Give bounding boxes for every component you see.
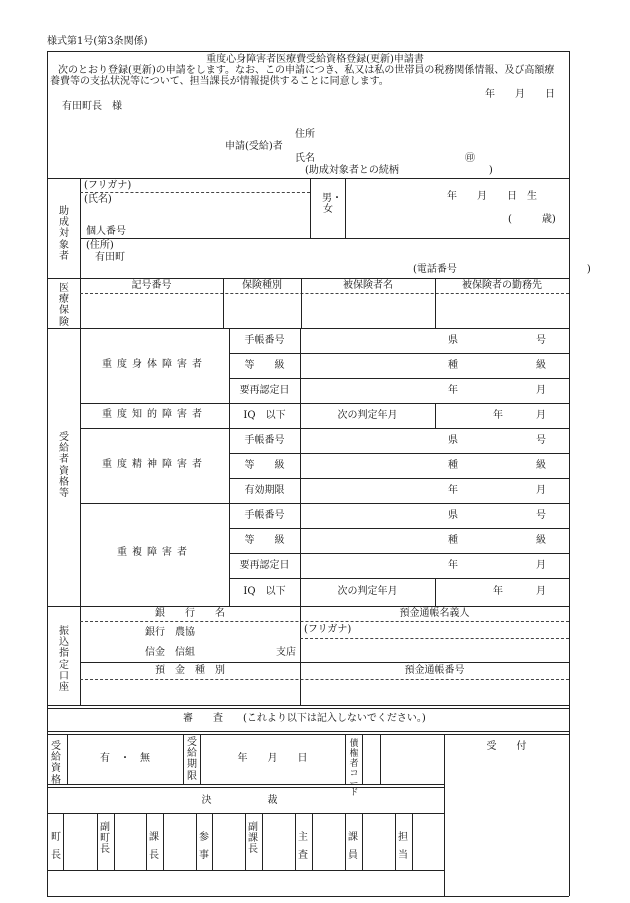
approver-counselor: 参事	[199, 832, 209, 861]
bank-types-1: 銀行 農協	[145, 627, 195, 638]
q-row-9	[229, 553, 569, 554]
phys-grade-label: 等 級	[244, 360, 285, 371]
qual-top	[47, 328, 569, 329]
phys-go: 号	[536, 335, 546, 346]
intel-next-judge: 次の判定年月	[337, 410, 398, 421]
sex-left	[310, 178, 311, 238]
q-row-1	[229, 353, 569, 354]
bank-row-line	[80, 662, 569, 663]
col-insurance-type: 保険種別	[242, 280, 282, 291]
mult-tsuki: 月	[536, 560, 546, 571]
mult-iq-label: IQ 以下	[243, 586, 286, 597]
intel-iq-label: IQ 以下	[243, 410, 286, 421]
ap-div-2	[97, 813, 98, 870]
intro-line-1: 次のとおり登録(更新)の申請をします。なお、この申請につき、私又は私の世帯員の税務関係情報、及び高額療	[58, 65, 555, 76]
phys-nen: 年	[448, 385, 458, 396]
outer-bottom	[47, 896, 569, 897]
insurance-top	[47, 278, 569, 279]
ap-div-14	[395, 813, 396, 870]
ap-div-8	[245, 813, 246, 870]
review-top-1	[47, 705, 569, 706]
birth-date: 年 月 日 生	[447, 191, 537, 202]
intel-tsuki: 月	[536, 410, 546, 421]
ins-div-2	[301, 278, 302, 328]
mult-grade-label: 等 級	[244, 535, 285, 546]
approver-section-chief: 課長	[149, 832, 159, 861]
mult-next-judge: 次の判定年月	[337, 586, 398, 597]
ap-div-10	[295, 813, 296, 870]
col-insured-employer: 被保険者の勤務先	[462, 280, 542, 291]
outer-top	[47, 51, 569, 52]
cat-multiple: 重複障害者	[117, 547, 192, 558]
subject-mid-line	[80, 238, 569, 239]
ap-div-13	[362, 813, 363, 870]
q-row-10	[229, 578, 569, 579]
mult-recheck-label: 要再認定日	[239, 560, 290, 571]
receipt-label: 受 付	[486, 741, 527, 752]
rv-div-4	[345, 734, 346, 784]
approver-bottom	[47, 870, 444, 871]
subject-top	[47, 178, 569, 179]
review-line-2	[47, 784, 444, 785]
ment-nen: 年	[448, 485, 458, 496]
bank-head: 振込指定口座	[59, 626, 69, 693]
form-title: 重度心身障害者医療費受給資格登録(更新)申請書	[206, 54, 424, 65]
phys-shu: 種	[448, 360, 458, 371]
applicant-address-label: 住所	[295, 129, 315, 140]
review-line-1	[47, 731, 569, 732]
bank-header-line	[80, 621, 569, 622]
approver-supervisor: 主査	[298, 832, 308, 861]
phys-tsuki: 月	[536, 385, 546, 396]
creditor-code-label: 債権者コード	[349, 739, 359, 799]
q-row-4	[80, 428, 569, 429]
qual-head: 受給者資格等	[59, 432, 69, 499]
sex-selector[interactable]: 男・女	[322, 193, 342, 216]
q-row-6	[229, 478, 569, 479]
review-ymd: 年 月 日	[237, 753, 308, 764]
bank-types-2: 信金 信組	[145, 647, 195, 658]
subject-town: 有田町	[95, 252, 125, 263]
ment-go: 号	[536, 435, 546, 446]
form-number: 様式第1号(第3条関係)	[47, 36, 148, 47]
judge-div-1	[435, 403, 436, 428]
bank-bottom-dashed	[80, 679, 569, 680]
sex-right	[345, 178, 346, 238]
bank-name-label: 銀 行 名	[155, 608, 225, 619]
applicant-name-label: 氏名	[295, 153, 315, 164]
rv-div-5	[362, 734, 363, 784]
subject-head: 助成対象者	[59, 206, 69, 262]
subject-name-label: (氏名)	[84, 194, 112, 205]
ment-kyu: 級	[536, 460, 546, 471]
review-line-1b	[47, 734, 569, 735]
approver-deputy-section-chief: 副課長	[248, 822, 258, 856]
decision-label: 決 裁	[201, 795, 290, 806]
cat-mental: 重度精神障害者	[102, 459, 207, 470]
seal-mark: ㊞	[465, 153, 475, 164]
ap-div-3	[114, 813, 115, 870]
ap-div-7	[212, 813, 213, 870]
mult-shu: 種	[448, 535, 458, 546]
col-insured-name: 被保険者名	[343, 280, 393, 291]
ap-div-4	[146, 813, 147, 870]
col-symbol-number: 記号番号	[131, 280, 172, 291]
rv-div-6	[380, 734, 381, 784]
review-title: 審 査 (これより以下は記入しないでください。)	[183, 713, 426, 724]
intro-line-2: 養費等の支払状況等について、担当課長が情報提供することに同意します。	[50, 76, 389, 87]
judge-div-2	[435, 578, 436, 606]
approver-chief: 町長	[51, 832, 61, 861]
application-date: 年 月 日	[485, 89, 555, 100]
rv-div-7	[444, 734, 445, 896]
cat-physical: 重度身体障害者	[102, 359, 207, 370]
bank-top	[47, 606, 569, 607]
q-row-7	[80, 503, 569, 504]
q-row-3	[80, 403, 569, 404]
addressee: 有田町長 様	[62, 101, 122, 112]
insurance-header-line	[80, 293, 569, 294]
relation-field[interactable]: (助成対象者との続柄 )	[305, 165, 493, 176]
intel-nen: 年	[493, 410, 503, 421]
qual-div-b	[300, 328, 301, 606]
ap-div-15	[412, 813, 413, 870]
ap-div-11	[312, 813, 313, 870]
ment-notebook-label: 手帳番号	[244, 435, 285, 446]
yes-no-field[interactable]: 有 ・ 無	[100, 753, 150, 764]
ins-div-3	[435, 278, 436, 328]
q-row-8	[229, 528, 569, 529]
rv-div-2	[183, 734, 184, 784]
approver-deputy-chief: 副町長	[100, 822, 110, 856]
outer-right	[569, 51, 570, 896]
mult-ken: 県	[448, 510, 458, 521]
phys-kyu: 級	[536, 360, 546, 371]
subject-furigana-label: (フリガナ)	[84, 180, 132, 191]
deposit-type-label: 預 金 種 別	[155, 665, 225, 676]
phone-field: (電話番号 )	[413, 264, 591, 275]
ment-shu: 種	[448, 460, 458, 471]
ins-div-1	[223, 278, 224, 328]
ap-div-6	[196, 813, 197, 870]
ap-div-1	[63, 813, 64, 870]
review-period-label: 受給期限	[187, 737, 197, 782]
holder-furigana-line	[300, 638, 569, 639]
q-row-5	[229, 453, 569, 454]
review-line-2b	[47, 787, 444, 788]
review-top-2	[47, 708, 569, 709]
ap-div-9	[262, 813, 263, 870]
phys-recheck-label: 要再認定日	[239, 385, 290, 396]
q-row-2	[229, 378, 569, 379]
ment-validity-label: 有効期限	[244, 485, 285, 496]
ment-tsuki: 月	[536, 485, 546, 496]
branch-label: 支店	[276, 647, 296, 658]
mult-notebook-label: 手帳番号	[244, 510, 285, 521]
mult-judge-nen: 年	[493, 586, 503, 597]
insurance-head: 医療保険	[59, 283, 69, 328]
ment-ken: 県	[448, 435, 458, 446]
subject-furigana-line	[80, 192, 310, 193]
ment-grade-label: 等 級	[244, 460, 285, 471]
subject-address-label: (住所)	[86, 240, 114, 251]
ap-div-5	[163, 813, 164, 870]
holder-furigana-label: (フリガナ)	[304, 624, 352, 635]
approver-in-charge: 担当	[398, 832, 408, 861]
phys-notebook-label: 手帳番号	[244, 335, 285, 346]
review-qual-label: 受給資格	[51, 741, 61, 786]
mult-go: 号	[536, 510, 546, 521]
mult-judge-tsuki: 月	[536, 586, 546, 597]
subject-head-divider	[80, 178, 81, 278]
applicant-role: 申請(受給)者	[225, 141, 283, 152]
age-field: ( 歳)	[508, 214, 556, 225]
personal-number-label: 個人番号	[86, 226, 126, 237]
cat-intellectual: 重度知的障害者	[102, 409, 207, 420]
ap-div-12	[345, 813, 346, 870]
approver-staff: 課員	[348, 832, 358, 861]
mult-nen: 年	[448, 560, 458, 571]
account-number-label: 預金通帳番号	[404, 665, 465, 676]
account-holder-label: 預金通帳名義人	[399, 608, 470, 619]
mult-kyu: 級	[536, 535, 546, 546]
phys-ken: 県	[448, 335, 458, 346]
